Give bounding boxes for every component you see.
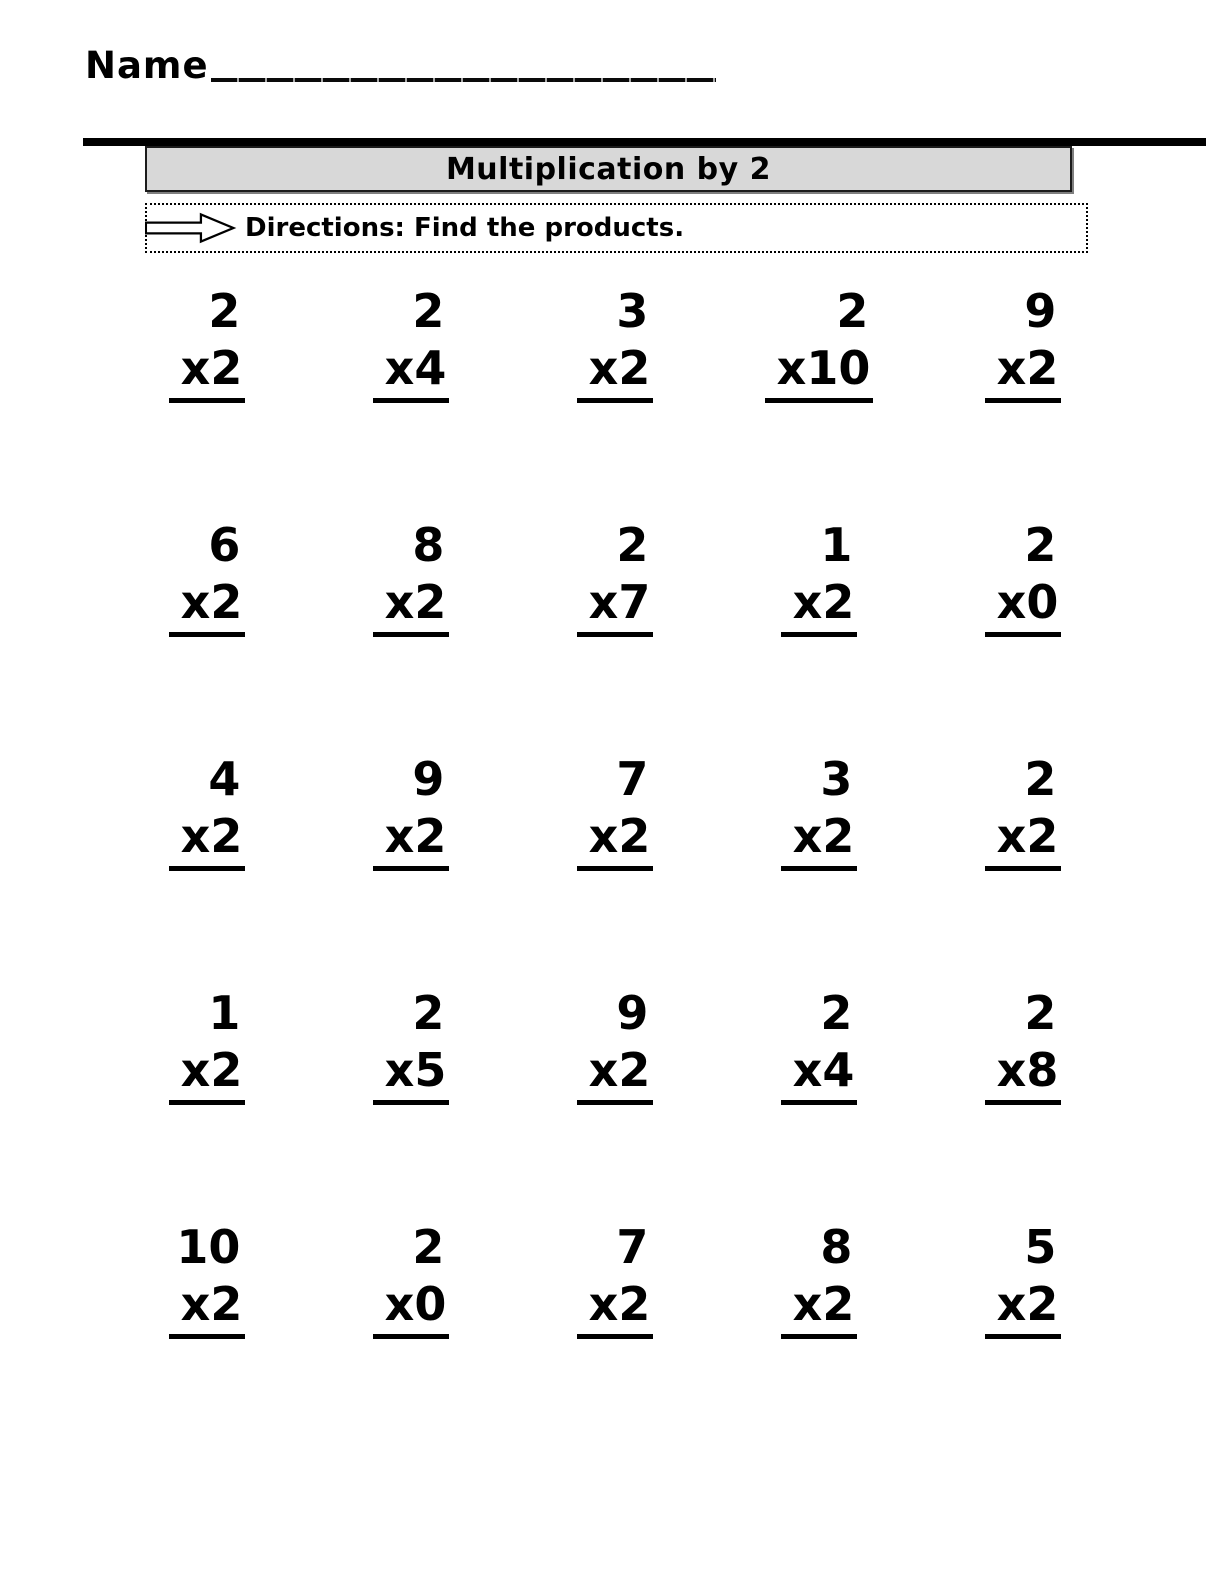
name-label: Name	[85, 44, 209, 87]
problem-cell	[309, 1220, 513, 1458]
name-blank-line	[211, 78, 716, 82]
multiplier-answer-line: x2	[373, 813, 450, 871]
multiplier-answer-line: x2	[985, 1281, 1062, 1339]
problem-cell	[309, 752, 513, 990]
multiplier-answer-line: x0	[373, 1281, 450, 1339]
multiplier-answer-line: x2	[577, 1281, 654, 1339]
multiplication-problem	[577, 1220, 654, 1339]
problem-cell	[105, 518, 309, 756]
multiplication-problem	[781, 518, 858, 637]
multiplicand: 2	[208, 284, 241, 338]
problem-cell	[921, 1220, 1125, 1458]
problem-cell	[105, 284, 309, 522]
multiplication-problem	[169, 986, 246, 1105]
multiplicand: 2	[412, 1220, 445, 1274]
multiplier-answer-line: x2	[373, 579, 450, 637]
multiplier-answer-line: x2	[985, 345, 1062, 403]
problem-cell	[921, 518, 1125, 756]
problem-cell	[717, 752, 921, 990]
title-bar	[145, 146, 1072, 192]
multiplicand: 10	[176, 1220, 241, 1274]
multiplication-problem	[985, 986, 1062, 1105]
multiplication-problem	[985, 518, 1062, 637]
multiplier-answer-line: x2	[577, 345, 654, 403]
header-rule	[83, 138, 1206, 146]
multiplicand: 2	[1024, 986, 1057, 1040]
multiplier-answer-line: x5	[373, 1047, 450, 1105]
problem-cell	[921, 986, 1125, 1224]
multiplicand: 9	[1024, 284, 1057, 338]
multiplier-answer-line: x2	[169, 813, 246, 871]
problem-cell	[309, 986, 513, 1224]
multiplicand: 2	[412, 284, 445, 338]
multiplicand: 1	[208, 986, 241, 1040]
multiplicand: 2	[412, 986, 445, 1040]
multiplier-answer-line: x8	[985, 1047, 1062, 1105]
multiplicand: 2	[616, 518, 649, 572]
problem-cell	[105, 1220, 309, 1458]
multiplication-problem	[373, 518, 450, 637]
multiplication-problem	[577, 986, 654, 1105]
multiplication-problem	[765, 284, 874, 403]
multiplication-problem	[985, 752, 1062, 871]
multiplicand: 1	[820, 518, 853, 572]
multiplicand: 2	[1024, 752, 1057, 806]
multiplicand: 7	[616, 1220, 649, 1274]
multiplier-answer-line: x2	[169, 1281, 246, 1339]
multiplication-problem	[169, 752, 246, 871]
directions-text: Directions: Find the products.	[245, 213, 685, 243]
problems-grid	[105, 284, 1125, 1458]
multiplication-problem	[577, 518, 654, 637]
problem-cell	[105, 986, 309, 1224]
problem-cell	[717, 986, 921, 1224]
multiplication-problem	[373, 284, 450, 403]
multiplier-answer-line: x2	[781, 579, 858, 637]
multiplication-problem	[169, 518, 246, 637]
multiplier-answer-line: x2	[985, 813, 1062, 871]
multiplication-problem	[577, 752, 654, 871]
multiplier-answer-line: x2	[169, 345, 246, 403]
problem-cell	[717, 1220, 921, 1458]
multiplication-problem	[169, 284, 246, 403]
multiplication-problem	[577, 284, 654, 403]
multiplier-answer-line: x2	[169, 579, 246, 637]
multiplier-answer-line: x2	[781, 1281, 858, 1339]
problem-cell	[513, 518, 717, 756]
multiplier-answer-line: x4	[373, 345, 450, 403]
name-field	[85, 46, 716, 87]
multiplication-problem	[373, 986, 450, 1105]
multiplicand: 2	[1024, 518, 1057, 572]
problem-cell	[921, 284, 1125, 522]
multiplier-answer-line: x7	[577, 579, 654, 637]
multiplicand: 3	[820, 752, 853, 806]
problem-cell	[513, 986, 717, 1224]
multiplication-problem	[985, 1220, 1062, 1339]
multiplier-answer-line: x0	[985, 579, 1062, 637]
multiplicand: 3	[616, 284, 649, 338]
multiplicand: 4	[208, 752, 241, 806]
multiplier-answer-line: x4	[781, 1047, 858, 1105]
multiplier-answer-line: x2	[169, 1047, 246, 1105]
multiplier-answer-line: x10	[765, 345, 874, 403]
problem-cell	[717, 518, 921, 756]
multiplicand: 5	[1024, 1220, 1057, 1274]
multiplication-problem	[781, 752, 858, 871]
multiplier-answer-line: x2	[577, 813, 654, 871]
multiplication-problem	[373, 1220, 450, 1339]
multiplicand: 8	[820, 1220, 853, 1274]
right-arrow-icon	[145, 211, 237, 245]
problem-cell	[717, 284, 921, 522]
multiplication-problem	[781, 986, 858, 1105]
multiplication-problem	[169, 1220, 246, 1339]
multiplicand: 2	[836, 284, 869, 338]
multiplicand: 9	[616, 986, 649, 1040]
multiplication-problem	[985, 284, 1062, 403]
multiplier-answer-line: x2	[781, 813, 858, 871]
multiplier-answer-line: x2	[577, 1047, 654, 1105]
directions-box	[145, 203, 1088, 253]
multiplication-problem	[781, 1220, 858, 1339]
multiplicand: 7	[616, 752, 649, 806]
worksheet-title: Multiplication by 2	[445, 151, 772, 187]
problem-cell	[513, 284, 717, 522]
multiplicand: 8	[412, 518, 445, 572]
problem-cell	[921, 752, 1125, 990]
problem-cell	[105, 752, 309, 990]
multiplicand: 2	[820, 986, 853, 1040]
multiplication-problem	[373, 752, 450, 871]
problem-cell	[309, 518, 513, 756]
problem-cell	[513, 1220, 717, 1458]
multiplicand: 9	[412, 752, 445, 806]
problem-cell	[513, 752, 717, 990]
problem-cell	[309, 284, 513, 522]
multiplicand: 6	[208, 518, 241, 572]
